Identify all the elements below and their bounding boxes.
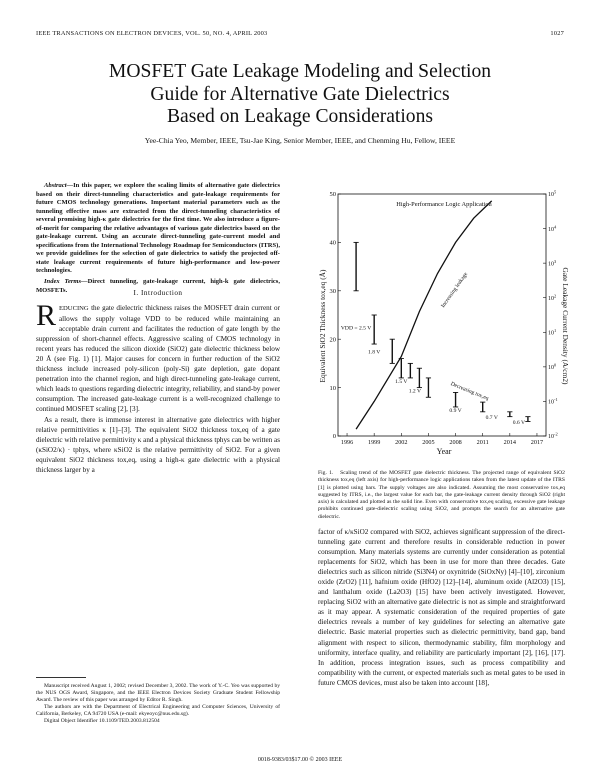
x-tick-label: 2011 [476,439,489,446]
y-right-tick-label: $10^5$ [548,189,557,199]
y-right-tick-exponent: 0 [554,362,557,368]
y-right-tick-label: $10^{-1}$ [548,397,558,406]
introduction-body [36,299,280,475]
y-left-tick-label: 20 [329,336,336,344]
chart-annotation: 0.7 V [485,415,498,422]
x-tick-label: 1999 [367,439,381,446]
y-right-tick-label: $10^4$ [548,224,557,233]
figure-1-chart [316,186,570,458]
x-tick-label: 2005 [422,439,435,446]
y-right-tick-label: $10^3$ [548,258,557,268]
x-tick-label: 2017 [530,439,544,446]
x-tick-label: 1996 [340,439,354,446]
drop-cap: R [36,299,57,332]
y-right-tick-exponent: -2 [554,431,558,437]
abstract [36,182,280,295]
intro-paragraph-1 [36,299,280,415]
author-list: Yee-Chia Yeo, Member, IEEE, Tsu-Jae King, Senior Member, IEEE, and Chenming Hu, Fellow, IEEE [144,136,456,145]
journal-header: IEEE TRANSACTIONS ON ELECTRON DEVICES, VOL. 50, NO. 4, APRIL 2003 [36,30,268,37]
x-axis-label: Year [436,447,452,456]
figure-caption [318,470,565,521]
y-right-tick-label: $10^2$ [548,293,557,302]
page-number: 1027 [550,30,564,37]
title-line-2: Guide for Alternative Gate Dielectrics [150,83,450,105]
y-right-tick-label: $10^{-2}$ [548,431,558,441]
x-tick-label: 2002 [395,439,408,446]
chart-annotation: 0.6 V [512,419,526,426]
x-tick-label: 2008 [449,439,462,446]
chart-annotation: VDD = 2.5 V [340,325,372,332]
chart-annotation: 1.2 V [408,388,422,395]
paper-title [40,61,560,129]
abstract-text: In this paper, we explore the scaling limits of alternative gate dielectrics based on their direct-tunneling characteristics and gate-leakage requirements for future CMOS technology generations. Important material parameters such as the tunneling effective mass are extracted from the direct-tunneling characteristics of several promising high-κ gate dielectrics for the first time. We also introduce a figure-of-merit for comparing the relative advantages of various gate dielectrics based on the gate-leakage current. Using an accurate direct-tunneling gate-current model and specifications from the International Technology Roadmap for Semiconductors (ITRS), we provide guidelines for the selection of gate dielectrics to satisfy the projected off-state leakage current requirements of future high-performance and low-power technologies. [36,182,280,275]
footnote-affiliation: The authors are with the Department of Electrical Engineering and Computer Sciences, University of California, Berkeley, CA 94720 USA (e-mail: ekyeoyc@nus.edu.sg). [36,704,280,718]
abstract-label: Abstract— [44,182,74,189]
caption-text: Scaling trend of the MOSFET gate dielectric thickness. The projected range of equivalent SiO2 thickness tox,eq (left axis) for high-performance logic applications taken from the latest update of the ITRS [1] is plotted using bars. The supply voltages are also indicated. Assuming the most conservative tox,eq suggested by ITRS, i.e., the largest value for each bar, the gate-leakage current density through SiO2 (right axis) is calculated and plotted as the solid line. Even with conservative tox,eq scaling, excessive gate leakage prohibits continued gate-dielectric scaling using SiO2, and prompts the search for an alternative gate dielectric. [318,470,565,520]
y-right-tick-label: $10^0$ [548,362,557,372]
y-right-tick-exponent: 5 [554,189,557,195]
footnote-rule [36,677,86,678]
y-left-tick-label: 0 [332,433,336,441]
plot-frame [338,194,546,436]
intro-paragraph-2: As a result, there is immense interest in alternative gate dielectrics with higher relative permittivities κ [1]–[3]. The equivalent SiO2 thickness tox,eq of a gate dielectric with relative permittivity κ and a physical thickness tphys can be written as (κSiO2/κ) · tphys, where κSiO2 is the relative permittivity of SiO2. For a given equivalent SiO2 thickness tox,eq, using a high-κ gate dielectric with a physical thickness larger by a [36,415,280,474]
y-axis-right-label: Gate Leakage Current Density (A/cm2) [561,267,570,385]
right-column-text: factor of κ/κSiO2 compared with SiO2, achieves significant suppression of the direct-tunneling gate current and therefore results in considerable reduction in power consumption. Many materials systems are currently under consideration as potential replacements for SiO2, which has been in use for more than three decades. Gate dielectrics such as silicon nitride (Si3N4) or oxynitride (SiOxNy) [4]–[10], zirconium oxide (ZrO2) [11], hafnium oxide (HfO2) [12]–[14], aluminum oxide (Al2O3) [15], and lanthalum oxide (La2O3) [15] have been actively investigated. However, replacing SiO2 with an alternative gate dielectric is not as simple and straightforward as it may appear. A systematic consideration of the required properties of gate dielectrics reveals a number of key guidelines for selecting an alternative gate dielectric. Basic material properties such as dielectric permittivity, band gap, band alignment with respect to silicon, thermodynamic stability, film morphology and uniformity, interface quality, and reliability are particularly important [2], [16], [17]. In addition, process integration issues, such as process compatibility and compatibility with the current, or expected materials such as metal gates to be used in future CMOS devices, must also be taken into account [18], [318,528,565,687]
footnote [36,683,280,726]
index-terms-text: Direct tunneling, gate-leakage current, high-k gate dielectrics, MOSFETs. [36,278,280,294]
section-heading: I. Introduction [133,289,183,297]
index-terms-label: Index Terms— [44,278,88,286]
title-line-1: MOSFET Gate Leakage Modeling and Selection [108,61,492,82]
chart-title: High-Performance Logic Application [396,201,492,208]
chart-annotation: 1.5 V [395,378,408,385]
x-tick-label: 2014 [503,439,517,446]
chart-annotation: Increasing leakage [440,271,470,310]
y-left-tick-label: 50 [329,191,336,199]
chart-annotation: Decreasing tox,eq [449,381,490,402]
chart-annotation: 1.8 V [368,349,381,356]
y-axis-left-label: Equivalent SiO2 Thickness tox,eq (Å) [318,269,327,383]
y-right-tick-exponent: 3 [554,258,557,264]
y-right-tick-exponent: 1 [554,327,557,333]
y-right-tick-exponent: 2 [554,293,557,299]
y-left-tick-label: 30 [329,288,336,295]
y-right-tick-exponent: 4 [554,224,557,230]
copyright-line: 0018-9383/03$17.00 © 2003 IEEE [257,757,343,763]
intro-text-1: the gate dielectric thickness raises the MOSFET drain current or allows the supply voltage VDD to be reduced while maintaining an acceptable drain current and facilitates the reduction of gate length by the suppression of short-channel effects. Aggressive scaling of CMOS technology in recent years has reduced the silicon dioxide (SiO2) gate dielectric thickness below 20 Å (see Fig. 1) [1]. Major causes for concern in further reduction of the SiO2 thickness include increased poly-silicon (poly-Si) gate depletion, gate dopant penetration into the channel region, and high direct-tunneling gate-leakage current, which leads to questions regarding dielectric integrity, reliability, and stand-by power consumption. The increased gate-leakage current is a well-recognized challenge to continued MOSFET scaling [2], [3]. [36,304,280,414]
caption-label: Fig. 1. [318,470,334,476]
intro-first-word: EDUCING [59,305,89,312]
abstract-paragraph [36,182,280,276]
chart-annotation: 0.9 V [449,407,462,414]
chart-layer [330,190,558,446]
footnote-manuscript: Manuscript received August 1, 2002; revised December 3, 2002. The work of Y.-C. Yeo was supported by the NUS OGS Award, Singapore, and the IEEE Electron Devices Society Graduate Student Fellowship Award. The review of this paper was arranged by Editor R. Singh. [36,683,280,704]
y-left-tick-label: 10 [329,384,336,392]
footnote-doi: Digital Object Identifier 10.1109/TED.2003.812504 [44,718,160,725]
y-right-tick-label: $10^1$ [548,327,557,337]
y-right-tick-exponent: -1 [554,397,558,403]
title-line-3: Based on Leakage Considerations [166,106,434,127]
y-left-tick-label: 40 [329,239,336,247]
